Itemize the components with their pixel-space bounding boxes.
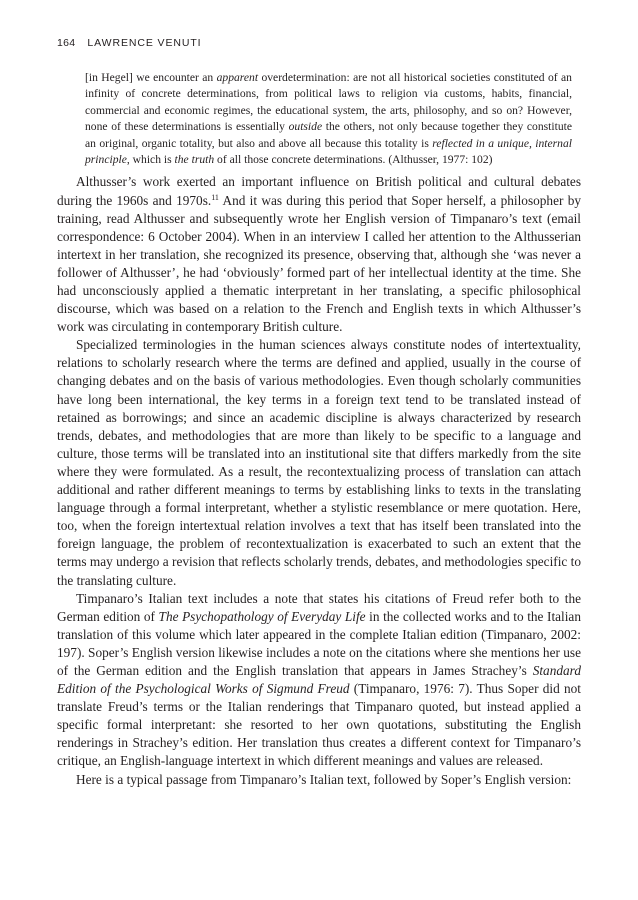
quote-emphasis-truth: the truth <box>174 153 215 167</box>
quote-text: overdetermination: are not all historical societies constituted of an infinity of concrete determinations, from political laws to religion via customs, habits, financial, commercial and economic regimes, the educational system, the arts, philosophy, and so on? However, none of these determinations is essentially <box>85 71 572 134</box>
quote-citation: of all those concrete determinations. (Althusser, 1977: 102) <box>214 153 493 167</box>
paragraph-text: in the collected works and to the Italian translation of this volume which later appeared in the complete Italian edition (Timpanaro, 2002: 197). Soper’s English version likewise includes a note on the citations where she mentions her use of the German edition and the English translation that appears in James Strachey’s <box>57 608 581 678</box>
paragraph-2: Specialized terminologies in the human sciences always constitute nodes of intertextuality, relations to scholarly research where the terms are defined and applied, usually in the course of changing debates and on the basis of various methodologies. Even though scholarly communities have long been international, the key terms in a foreign text tend to be translated instead of retained as borrowings; and since an academic discipline is always characterized by research trends, debates, and methodologies that are more than likely to be specific to a language and culture, those terms will be translated into an institutional site that differs markedly from the site where they were formulated. As a result, the recontextualizing process of translation can attach additional and rather different meanings to terms by establishing links to texts in the translating language through a formal interpretant, whether a stylistic resemblance or mere quotation. Here, too, when the foreign intertextual relation involves a text that has itself been translated into the foreign language, the problem of recontextualization is exacerbated to such an extent that the terms may undergo a revision that reflects scholarly trends, debates, and methodologies specific to the translating culture. <box>57 337 581 588</box>
quote-emphasis-apparent: apparent <box>216 71 259 84</box>
quote-emphasis-principle: reflected in a unique, internal principle <box>85 136 572 167</box>
paragraph-1 <box>57 173 581 336</box>
paragraph-text: Althusser’s work exerted an important influence on British political and cultural debates during the 1960s and 1970s. <box>57 174 581 208</box>
quote-text: [in Hegel] we encounter an <box>85 71 217 84</box>
paragraph-3 <box>57 590 581 771</box>
quote-text: the others, not only because together they constitute an original, organic totality, but also and above all because this totality is <box>85 120 572 150</box>
book-title-standard-edition: Standard Edition of the Psychological Works of Sigmund Freud <box>57 662 581 697</box>
paragraph-text: Timpanaro’s Italian text includes a note that states his citations of Freud refer both to the German edition of <box>57 590 581 624</box>
quote-text: , which is <box>126 153 175 167</box>
page-number: 164 <box>57 37 76 49</box>
body-text <box>57 173 581 788</box>
book-title-psychopathology: The Psychopathology of Everyday Life <box>158 608 366 624</box>
book-page <box>57 36 581 789</box>
footnote-marker[interactable]: 11 <box>211 192 219 202</box>
paragraph-text: (Timpanaro, 1976: 7). Thus Soper did not translate Freud’s terms or the Italian renderings that Timpanaro quoted, but instead applied a specific formal interpretant: she resorted to her own quotations, substituting the English renderings in Strachey’s edition. Her translation thus creates a different context for Timpanaro’s critique, an English-language intertext in which different meanings and values are released. <box>57 681 581 769</box>
block-quotation <box>85 70 572 168</box>
running-head-author: LAWRENCE VENUTI <box>87 37 202 49</box>
paragraph-text: And it was during this period that Soper herself, a philosopher by training, read Althusser and subsequently wrote her English version of Timpanaro’s text (email correspondence: 6 October 2004). When in an interview I called her attention to the Althusserian intertext in her translation, she recognized its presence, observing that, although she ‘was never a follower of Althusser’, he had ‘obviously’ formed part of her intellectual identity at the time. She had unconsciously applied a thematic interpretant in her translating, a specific philosophical discourse, which was based on a relation to the French and English texts in which Althusser’s work was circulating in contemporary British culture. <box>57 192 581 335</box>
running-head <box>57 36 581 50</box>
quote-emphasis-outside: outside <box>288 120 323 134</box>
paragraph-4: Here is a typical passage from Timpanaro’s Italian text, followed by Soper’s English version: <box>76 771 572 787</box>
